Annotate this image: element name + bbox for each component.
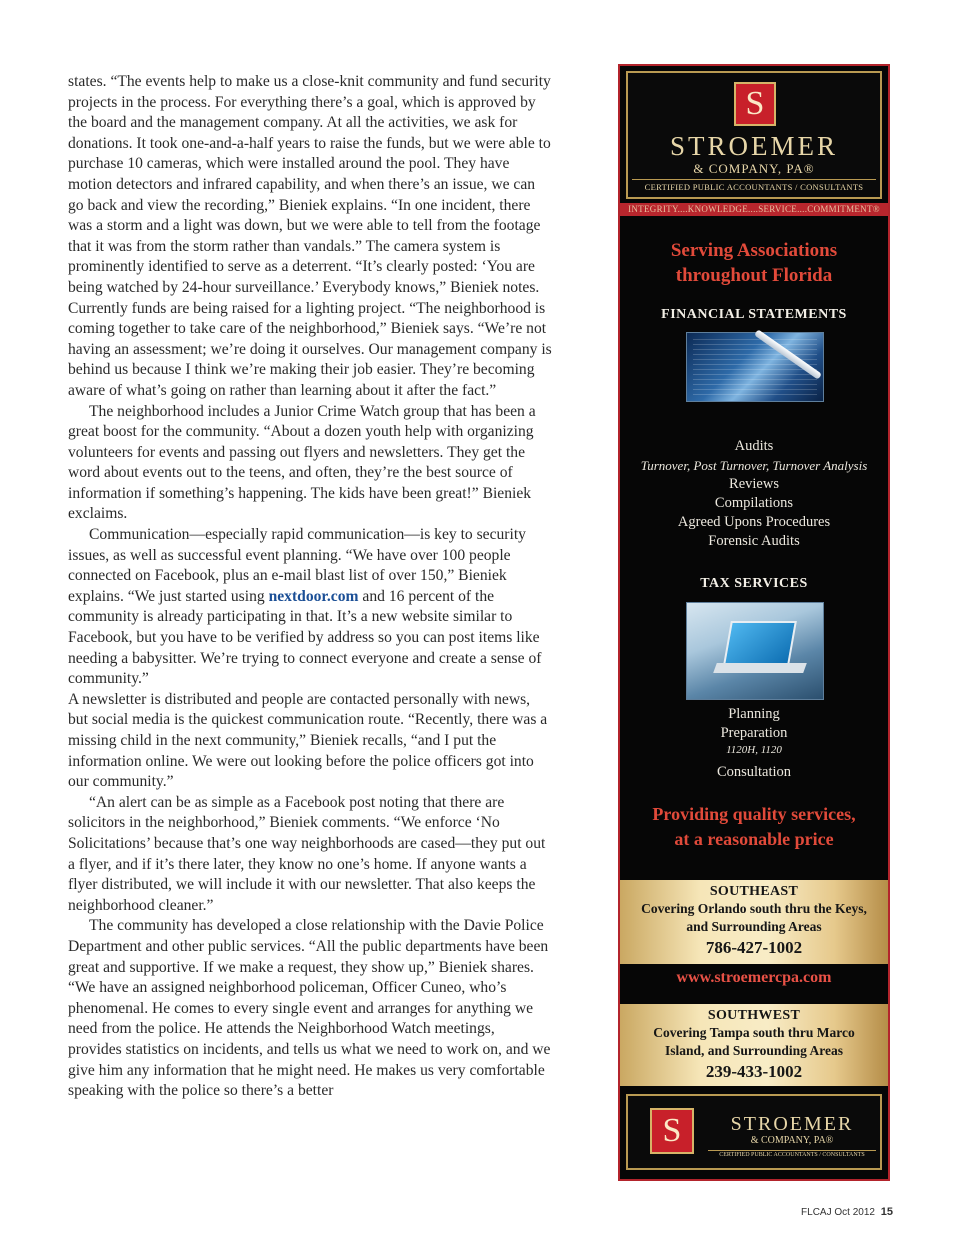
integrity-bar: INTEGRITY....KNOWLEDGE....SERVICE....COMMITMENT® xyxy=(620,203,888,216)
article-paragraph: “An alert can be as simple as a Facebook post noting that there are solicitors in the neighborhood,” Bieniek comments. “We enforce ‘No Solicitations’ because that’s one way neighborhoods are cased—they put out a flyer, and if it’s there later, they know no one’s home. If anyone wants a flyer distributed, we will include it with our newsletter. That also keeps the neighborhood cleaner.” xyxy=(68,793,546,914)
tagline-line-2: at a reasonable price xyxy=(674,829,834,849)
serving-line-1: Serving Associations xyxy=(670,240,838,261)
financial-statements-title: FINANCIAL STATEMENTS xyxy=(661,307,847,322)
service-consultation: Consultation xyxy=(716,764,792,780)
article-paragraph: The neighborhood includes a Junior Crime Watch group that has been a great boost for the community. “About a dozen youth help with organizing volunteers for events and passing out flyers and newsletters. They get the word about events out to the teens, and often, they’re the best source of information if something’s happening. The kids have been great!” Bieniek exclaims. xyxy=(68,402,536,523)
article-paragraph: states. “The events help to make us a close-knit community and fund security projects in the process. For everything there’s a goal, which is approved by the board and the management company. At all the activities, we ask for donations. It took one-and-a-half years to raise the funds, but we were able to purchase 10 cameras, which were installed around the pool. They have motion detectors and infrared capability, and when there’s an issue, we can go back and view the recording,” Bieniek explains. “In one incident, there was a storm and a light was down, but we were able to tell from the footage that it was from the storm rather than vandals.” The camera system is prominently identified to serve as a deterrent. “It’s clearly posted: ‘You are being watched by 24-hour surveillance.’ Everybody knows,” Bieniek notes. Currently funds are being raised for a lighting project. “The neighborhood is coming together to take care of the neighborhood,” Bieniek says. “We’re not having an assessment; we’re doing it ourselves. Our management company is behind us because I think we’re making their job easier. They’re becoming aware of what’s going on rather than learning about it after the fact.” xyxy=(68,73,552,399)
brand-tagline: CERTIFIED PUBLIC ACCOUNTANTS / CONSULTANTS xyxy=(632,179,876,192)
southwest-contact xyxy=(620,1004,888,1086)
footer-logo-s-badge: S xyxy=(650,1108,694,1154)
southwest-region: SOUTHWEST xyxy=(707,1008,801,1023)
brand-subtitle: & COMPANY, PA® xyxy=(693,161,815,176)
southwest-coverage-2: Island, and Surrounding Areas xyxy=(664,1043,844,1058)
southeast-contact xyxy=(620,880,888,964)
service-forensic: Forensic Audits xyxy=(708,533,800,549)
laptop-screen-graphic xyxy=(723,621,797,665)
service-preparation: Preparation xyxy=(720,725,788,741)
footer-logo xyxy=(626,1094,882,1170)
serving-line-2: throughout Florida xyxy=(675,265,833,286)
tax-services-list xyxy=(620,705,888,782)
footer-brand-subtitle: & COMPANY, PA® xyxy=(750,1135,834,1146)
page-folio xyxy=(801,1206,893,1218)
financial-numbers-graphic xyxy=(693,339,817,395)
logo-s-badge: S xyxy=(734,82,776,126)
article-text: Communication—especially rapid communication—is key to security issues, as well as successful event planning. “We have over 100 people connected on Facebook, plus an e-mail blast list of over 150,” Bieniek explains. “We just started using xyxy=(68,526,526,605)
company-logo xyxy=(626,71,882,199)
page-number: 15 xyxy=(880,1206,893,1218)
tagline xyxy=(620,802,888,852)
service-reviews: Reviews xyxy=(729,476,779,492)
southeast-phone[interactable]: 786-427-1002 xyxy=(705,938,803,957)
laptop-base-graphic xyxy=(713,663,807,673)
financial-services-list xyxy=(620,437,888,551)
southeast-coverage-1: Covering Orlando south thru the Keys, xyxy=(641,901,867,916)
footer-brand-name: STROEMER xyxy=(730,1113,854,1135)
service-forms: 1120H, 1120 xyxy=(726,744,782,756)
article-paragraph: The community has developed a close relationship with the Davie Police Department and other public services. “All the public departments have been great and supportive. If we make a request, they show up,” Bieniek shares. “We have an assigned neighborhood policeman, Officer Cuneo, who’s phenomenal. He comes to every single event and arranges for anything we need from the police. He attends the Neighborhood Watch meetings, provides statistics on incidents, and tells us what we need to work on, and we give him any information that he might need. He makes us very comfortable speaking with the police so there’s a better xyxy=(68,917,551,1100)
service-audits: Audits xyxy=(734,438,774,454)
service-agreed-upon: Agreed Upons Procedures xyxy=(677,514,831,530)
service-compilations: Compilations xyxy=(714,495,794,511)
tax-photo xyxy=(686,602,824,700)
serving-heading xyxy=(620,238,888,288)
financial-photo xyxy=(686,332,824,402)
article-paragraph: A newsletter is distributed and people are contacted personally with news, but social media is the quickest communication route. “Recently, there was a missing child in the next community,” Bieniek recalls, “and I put the information online. We were out looking before the police officers got into our community.” xyxy=(68,690,548,791)
stroemer-advertisement xyxy=(618,64,890,1181)
article-body xyxy=(68,72,552,1102)
southwest-coverage-1: Covering Tampa south thru Marco xyxy=(653,1025,855,1040)
service-turnover: Turnover, Post Turnover, Turnover Analysis xyxy=(640,458,868,473)
brand-name: STROEMER xyxy=(669,131,839,161)
tax-services-title: TAX SERVICES xyxy=(700,576,808,591)
service-planning: Planning xyxy=(728,706,780,722)
issue-date: Oct 2012 xyxy=(834,1207,875,1218)
southwest-phone[interactable]: 239-433-1002 xyxy=(705,1062,803,1081)
nextdoor-link[interactable]: nextdoor.com xyxy=(268,587,359,605)
footer-brand-tagline: CERTIFIED PUBLIC ACCOUNTANTS / CONSULTANTS xyxy=(708,1150,876,1158)
southeast-coverage-2: and Surrounding Areas xyxy=(686,919,822,934)
article-text: and 16 percent of the community is already participating in that. It’s a new website similar to Facebook, but you have to be verified by address so you can post items like needing a babysitter. We’re trying to connect everyone and create a sense of community.” xyxy=(68,587,542,688)
website-link[interactable]: www.stroemercpa.com xyxy=(676,969,832,986)
article-paragraph xyxy=(68,525,552,690)
magazine-name: FLCAJ xyxy=(801,1207,832,1218)
tagline-line-1: Providing quality services, xyxy=(652,804,856,824)
southeast-region: SOUTHEAST xyxy=(709,884,799,899)
